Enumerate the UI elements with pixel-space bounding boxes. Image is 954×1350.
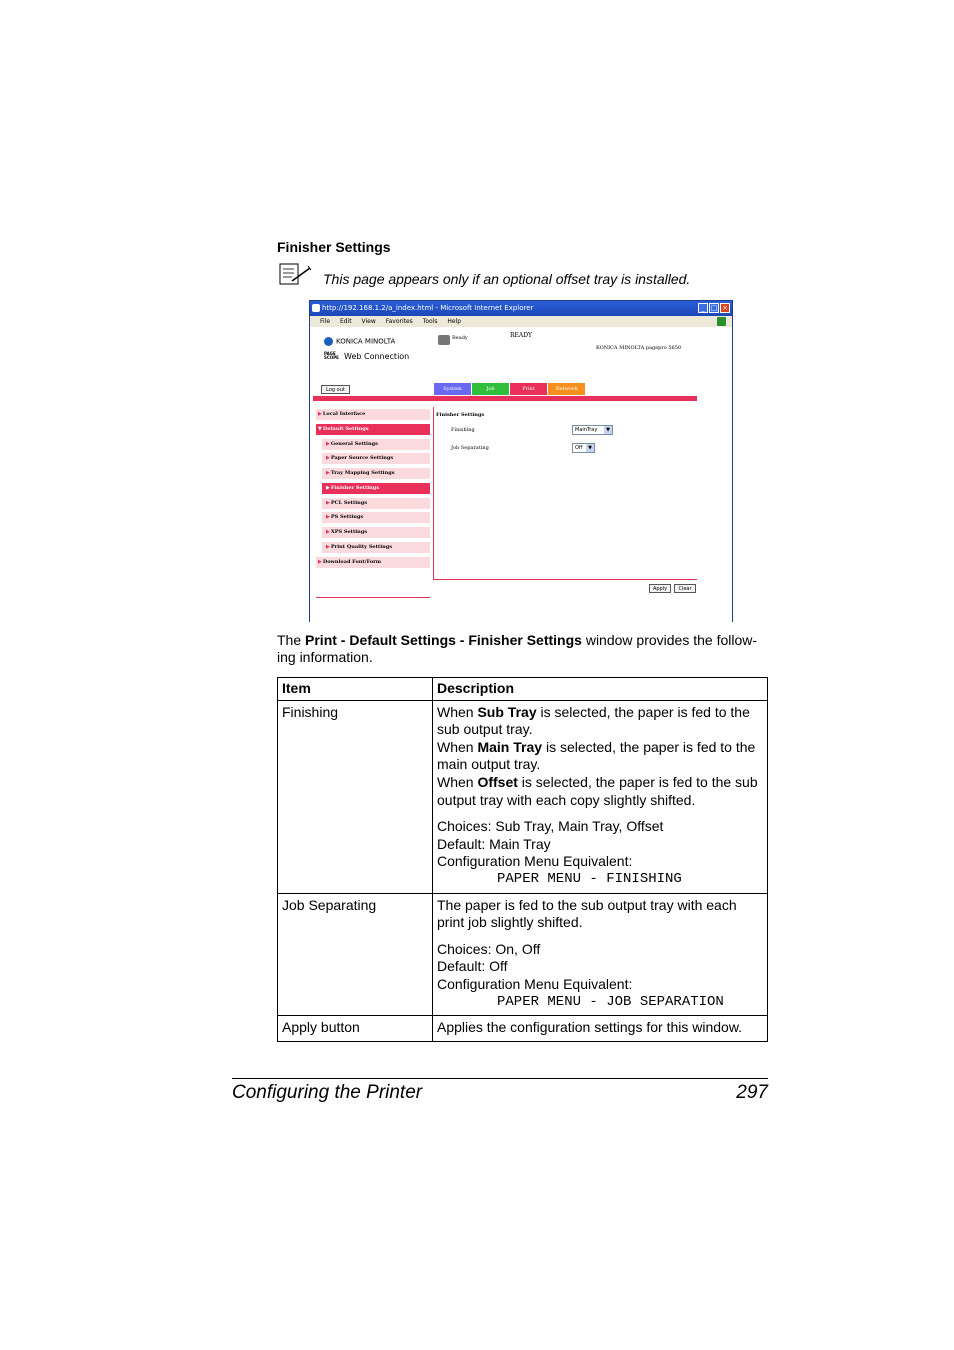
header-bar bbox=[313, 396, 697, 401]
windows-flag-icon bbox=[717, 317, 726, 326]
triangle-right-icon: ▶ bbox=[326, 455, 330, 462]
menu-favorites[interactable]: Favorites bbox=[385, 318, 413, 325]
sidebar-item[interactable] bbox=[322, 498, 430, 509]
brand-logo bbox=[324, 337, 395, 346]
browser-titlebar bbox=[310, 301, 732, 316]
note-text: This page appears only if an optional offset tray is installed. bbox=[323, 271, 691, 287]
menu-file[interactable]: File bbox=[320, 318, 331, 325]
triangle-right-icon: ▶ bbox=[326, 514, 330, 521]
triangle-right-icon: ▶ bbox=[326, 529, 330, 535]
close-icon[interactable]: × bbox=[720, 303, 730, 313]
triangle-right-icon: ▶ bbox=[326, 484, 330, 491]
apply-button[interactable]: Apply bbox=[649, 584, 671, 593]
sidebar-item[interactable] bbox=[322, 453, 430, 464]
sidebar-item-label: General Settings bbox=[330, 440, 378, 447]
description-table bbox=[277, 677, 768, 1042]
table-row bbox=[278, 1016, 768, 1042]
browser-screenshot bbox=[309, 300, 733, 622]
main-tabs bbox=[434, 383, 586, 395]
window-title: http://192.168.1.2/a_index.html - Microsoft Internet Explorer bbox=[322, 304, 534, 312]
footer-title: Configuring the Printer bbox=[232, 1082, 423, 1103]
config-text: Configuration Menu Equivalent: bbox=[437, 853, 633, 870]
sidebar-item-label: PCL Settings bbox=[330, 499, 368, 506]
printer-status-icon bbox=[438, 335, 450, 345]
brand-name: KONICA MINOLTA bbox=[336, 337, 396, 346]
triangle-right-icon: ▶ bbox=[326, 543, 330, 550]
chevron-down-icon: ▼ bbox=[586, 444, 594, 452]
sidebar-divider bbox=[316, 597, 430, 598]
para-bold: Print - Default Settings - Finisher Settings bbox=[305, 632, 582, 648]
product-name: Web Connection bbox=[344, 352, 410, 361]
maximize-icon[interactable]: □ bbox=[710, 304, 718, 312]
panel-divider bbox=[433, 407, 434, 579]
sidebar-item[interactable] bbox=[322, 468, 430, 479]
menu-equivalent: PAPER MENU - FINISHING bbox=[497, 870, 682, 887]
page-number: 297 bbox=[736, 1082, 768, 1103]
desc-line: The paper is fed to the sub output tray with each print job slightly shifted. bbox=[437, 896, 737, 931]
web-content bbox=[310, 327, 732, 622]
config-text: Configuration Menu Equivalent: bbox=[437, 975, 633, 992]
footer-rule bbox=[232, 1078, 768, 1079]
triangle-down-icon: ▼ bbox=[318, 425, 322, 432]
table-row bbox=[278, 893, 768, 1016]
minimize-icon[interactable]: _ bbox=[698, 303, 708, 313]
sidebar-item-label: Tray Mapping Settings bbox=[330, 470, 395, 476]
desc-line: When Offset is selected, the paper is fed to the sub output tray with each copy slightly shifted. bbox=[437, 773, 758, 808]
table-header-row bbox=[278, 678, 768, 701]
menu-help[interactable]: Help bbox=[447, 318, 462, 325]
sidebar-item-label: XPS Settings bbox=[330, 529, 368, 535]
triangle-right-icon: ▶ bbox=[318, 411, 322, 417]
clear-button[interactable]: Clear bbox=[674, 584, 696, 593]
logout-button[interactable]: Log out bbox=[321, 385, 350, 394]
job-separating-value: Off bbox=[575, 445, 583, 451]
para-prefix: The bbox=[277, 632, 306, 648]
job-separating-select[interactable] bbox=[572, 443, 595, 453]
sidebar-item-label: Finisher Settings bbox=[330, 484, 380, 491]
menu-equivalent: PAPER MENU - JOB SEPARATION bbox=[497, 993, 724, 1010]
item-apply: Apply button bbox=[278, 1016, 433, 1042]
default-text: Default: Off bbox=[437, 958, 508, 975]
header-description: Description bbox=[433, 678, 768, 701]
panel-bottom-divider bbox=[433, 579, 697, 580]
choices-text: Choices: Sub Tray, Main Tray, Offset bbox=[437, 818, 664, 835]
tab-network[interactable]: Network bbox=[548, 383, 585, 395]
default-text: Default: Main Tray bbox=[437, 835, 551, 852]
finishing-select[interactable] bbox=[572, 425, 613, 435]
header-item: Item bbox=[278, 678, 433, 701]
choices-text: Choices: On, Off bbox=[437, 940, 541, 957]
intro-paragraph bbox=[277, 632, 769, 666]
sidebar-item[interactable] bbox=[322, 527, 430, 538]
menu-edit[interactable]: Edit bbox=[339, 318, 352, 325]
pagescope-logo bbox=[324, 352, 409, 361]
note-pencil-icon bbox=[278, 262, 312, 286]
triangle-right-icon: ▶ bbox=[326, 499, 330, 506]
table-row bbox=[278, 700, 768, 893]
sidebar-item[interactable] bbox=[316, 557, 430, 568]
chevron-down-icon: ▼ bbox=[604, 426, 612, 434]
desc-job-separating bbox=[433, 893, 768, 1016]
ready-label: READY bbox=[510, 332, 533, 339]
para-suffix: window provides the follow-ing information. bbox=[277, 632, 758, 665]
konica-logo-icon bbox=[324, 337, 333, 346]
job-separating-label: Job Separating bbox=[451, 445, 489, 451]
tab-job[interactable]: Job bbox=[472, 383, 509, 395]
item-finishing: Finishing bbox=[278, 700, 433, 893]
menu-view[interactable]: View bbox=[361, 318, 376, 325]
sidebar-item[interactable] bbox=[322, 512, 430, 523]
sidebar-item[interactable] bbox=[322, 439, 430, 450]
sidebar-item[interactable] bbox=[316, 409, 430, 420]
finishing-label: Finishing bbox=[451, 427, 475, 433]
ie-icon bbox=[312, 304, 320, 312]
triangle-right-icon: ▶ bbox=[318, 558, 322, 565]
sidebar-item-label: Paper Source Settings bbox=[330, 455, 394, 462]
sidebar bbox=[316, 409, 430, 571]
menu-bar bbox=[310, 316, 732, 327]
sidebar-item[interactable] bbox=[322, 483, 430, 494]
sidebar-item-label: Local Interface bbox=[322, 411, 366, 417]
sidebar-item[interactable] bbox=[322, 542, 430, 553]
status-text: Ready bbox=[452, 335, 468, 341]
desc-finishing bbox=[433, 700, 768, 893]
menu-tools[interactable]: Tools bbox=[422, 318, 438, 325]
triangle-right-icon: ▶ bbox=[326, 440, 330, 447]
triangle-right-icon: ▶ bbox=[326, 470, 330, 476]
sidebar-item-label: PS Settings bbox=[330, 514, 364, 521]
sidebar-item-label: Default Settings bbox=[322, 425, 369, 432]
sidebar-item[interactable] bbox=[316, 424, 430, 435]
desc-apply: Applies the configuration settings for this window. bbox=[433, 1016, 768, 1042]
section-heading: Finisher Settings bbox=[277, 239, 391, 255]
tab-print[interactable]: Print bbox=[510, 383, 547, 395]
pagescope-icon: PAGE SCOPE bbox=[324, 351, 339, 360]
item-job-separating: Job Separating bbox=[278, 893, 433, 1016]
tab-system[interactable]: System bbox=[434, 383, 471, 395]
model-name: KONICA MINOLTA pagepro 5650 bbox=[596, 345, 682, 351]
desc-line: When Sub Tray is selected, the paper is fed to the sub output tray. bbox=[437, 703, 750, 738]
finishing-value: MainTray bbox=[575, 427, 598, 433]
sidebar-item-label: Download Font/Form bbox=[322, 558, 382, 565]
sidebar-item-label: Print Quality Settings bbox=[330, 543, 393, 550]
desc-line: When Main Tray is selected, the paper is fed to the main output tray. bbox=[437, 738, 756, 773]
panel-title: Finisher Settings bbox=[436, 412, 485, 418]
